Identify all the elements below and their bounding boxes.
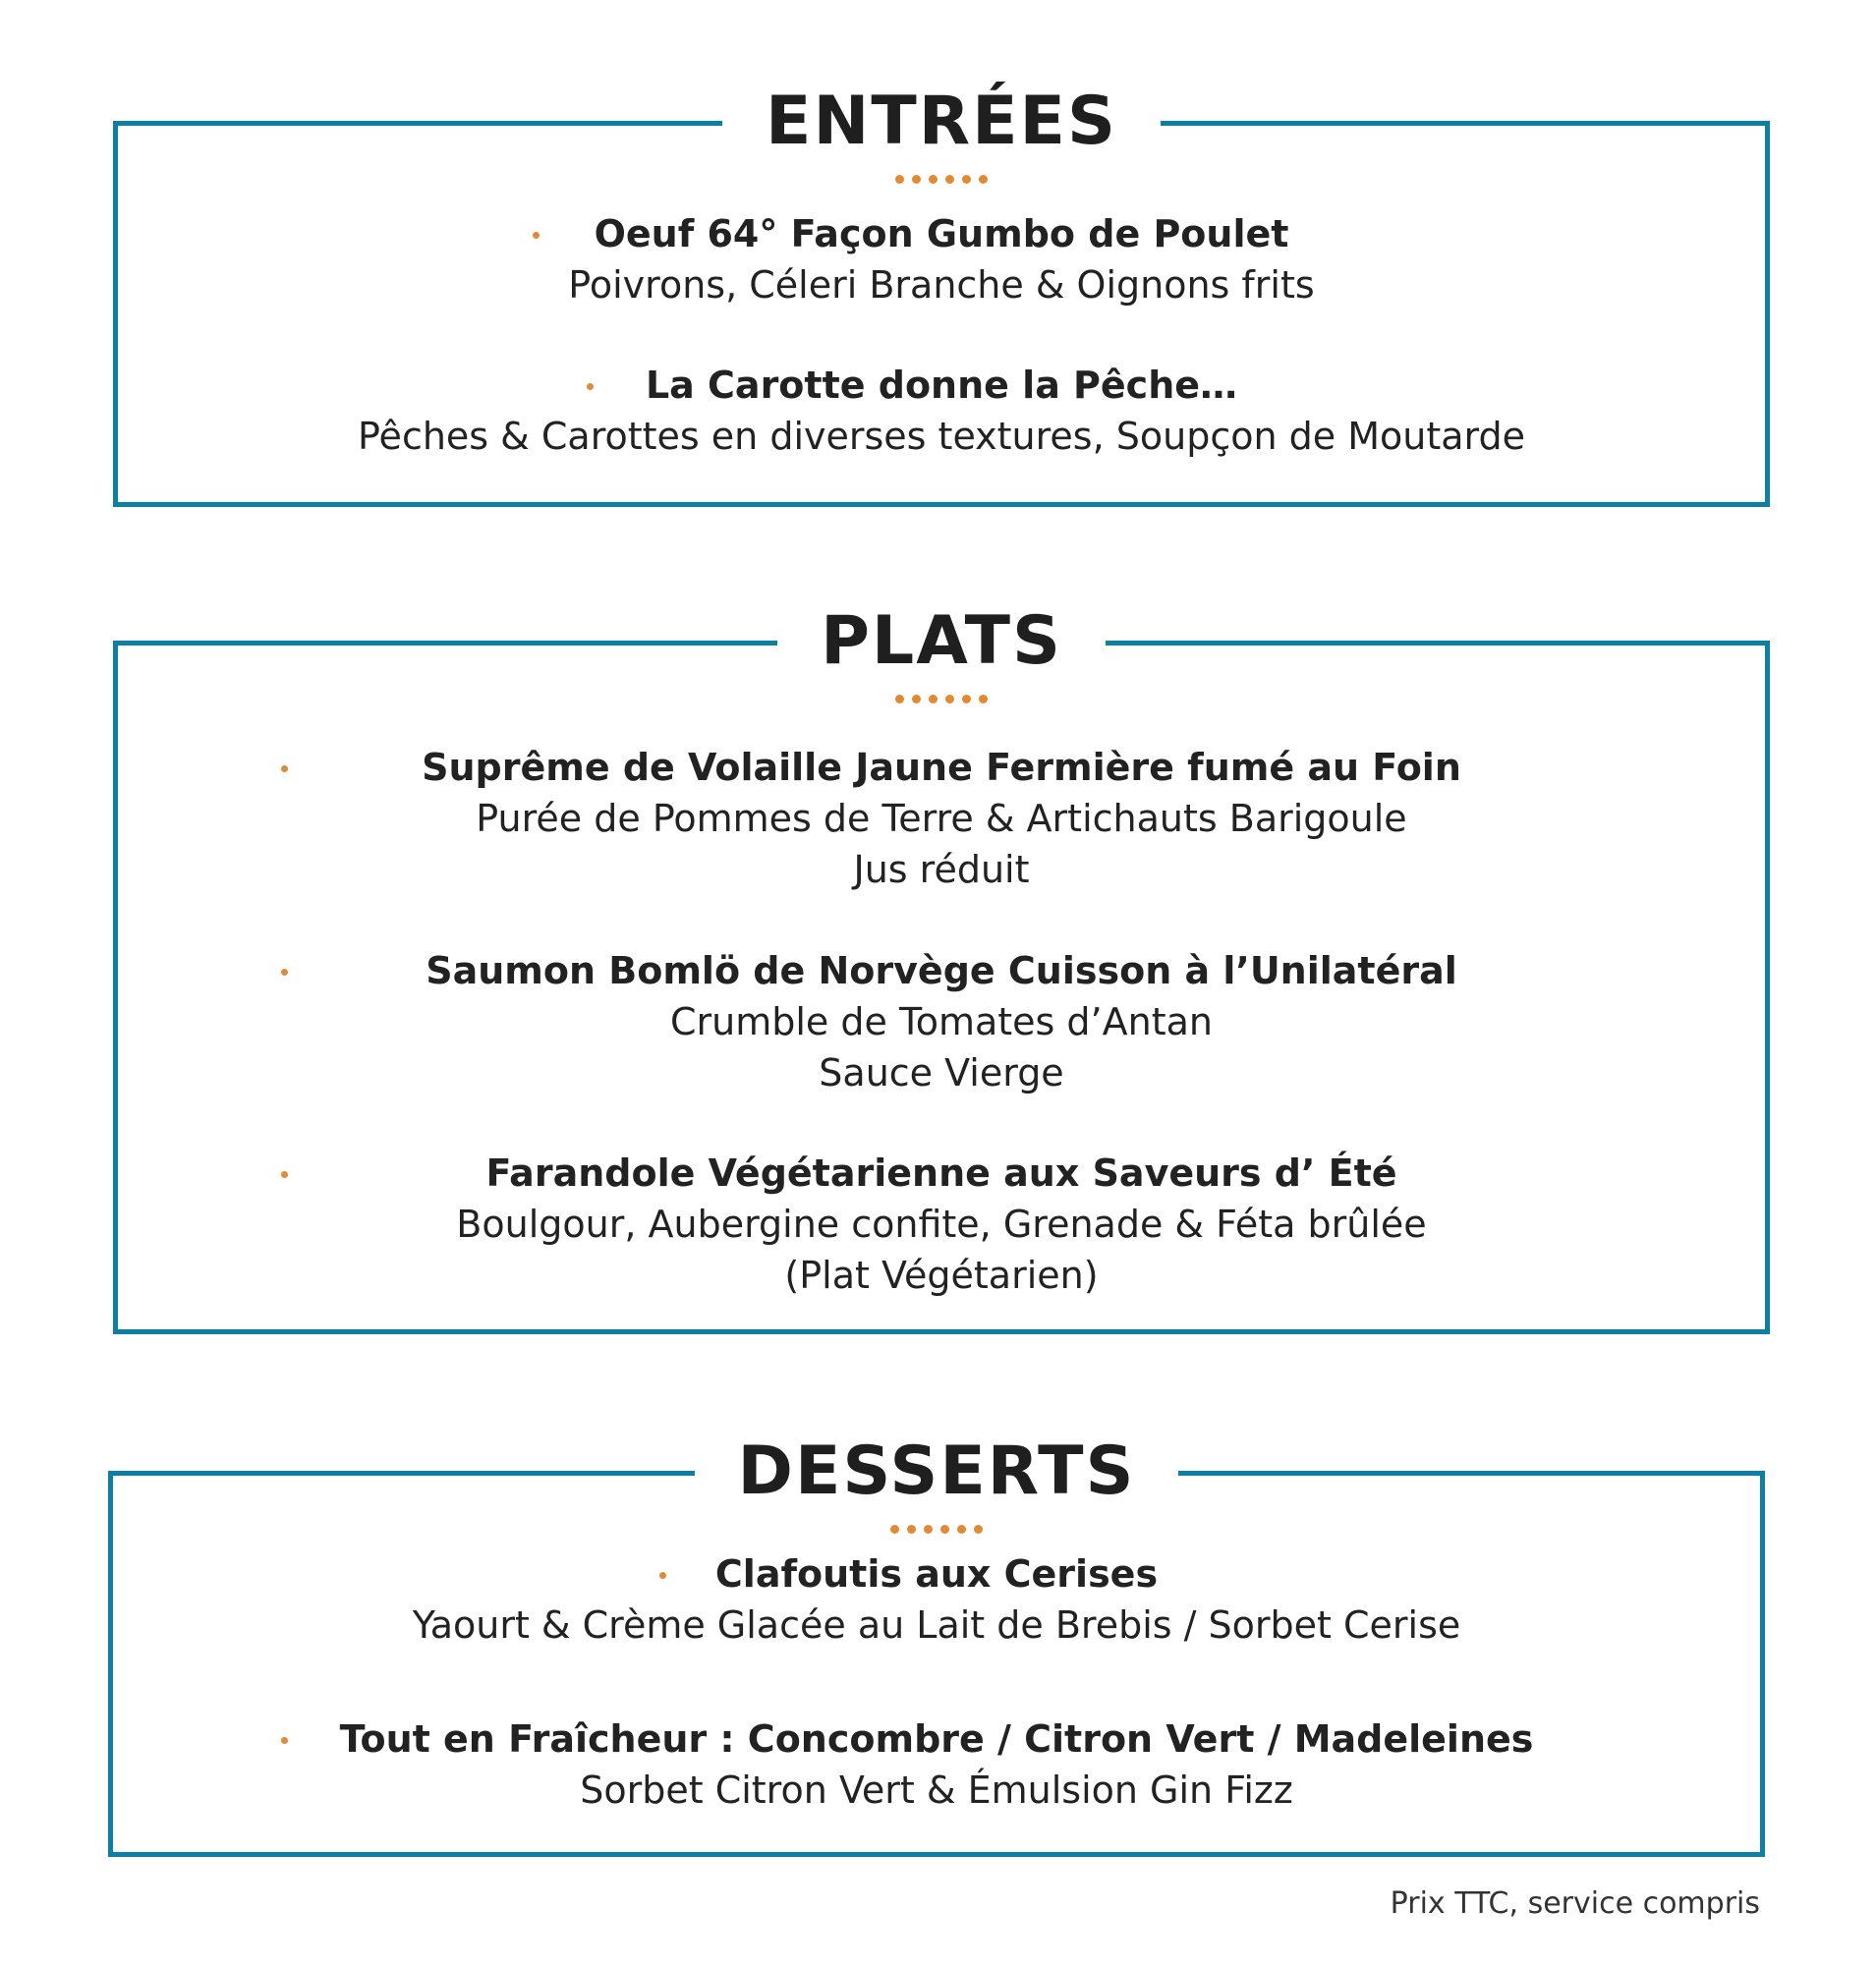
menu-item-title: Oeuf 64° Façon Gumbo de Poulet	[594, 212, 1289, 255]
dot	[962, 695, 971, 703]
menu-item-description: Jus réduit	[853, 848, 1030, 891]
section-title: DESSERTS	[695, 1429, 1179, 1515]
menu-item-title: Saumon Bomlö de Norvège Cuisson à l’Unilatéral	[426, 949, 1457, 992]
menu-item	[118, 1148, 1765, 1301]
dot	[945, 175, 954, 184]
dot	[962, 175, 971, 184]
bullet-icon	[587, 383, 594, 390]
section-entrees	[113, 83, 1770, 507]
dot	[979, 695, 988, 703]
section-heading	[113, 1429, 1760, 1515]
dot	[924, 1525, 933, 1534]
menu-item-title: Farandole Végétarienne aux Saveurs d’ Été	[485, 1151, 1397, 1195]
menu-item-description: Poivrons, Céleri Branche & Oignons frits	[568, 263, 1315, 307]
section-heading	[118, 79, 1765, 165]
menu-item-title: La Carotte donne la Pêche…	[645, 364, 1238, 407]
menu-item-title: Suprême de Volaille Jaune Fermière fumé au Foin	[422, 746, 1461, 789]
dot	[929, 175, 938, 184]
section-desserts	[108, 1432, 1765, 1857]
decorative-dots	[895, 175, 988, 184]
menu-item-description: Crumble de Tomates d’Antan	[670, 1000, 1213, 1043]
dot	[974, 1525, 983, 1534]
section-plats	[113, 602, 1770, 1334]
dot	[912, 695, 921, 703]
bullet-icon	[281, 969, 288, 976]
menu-item	[113, 1548, 1760, 1651]
section-title: ENTRÉES	[722, 79, 1161, 165]
decorative-dots	[895, 695, 988, 703]
decorative-dots	[890, 1525, 983, 1534]
bullet-icon	[281, 1737, 288, 1744]
menu-item-description: Pêches & Carottes en diverses textures, Soupçon de Moutarde	[358, 415, 1525, 458]
menu-item	[118, 742, 1765, 895]
bullet-icon	[281, 765, 288, 772]
bullet-icon	[281, 1171, 288, 1178]
section-title: PLATS	[777, 598, 1106, 685]
menu-item	[118, 208, 1765, 310]
dot	[912, 175, 921, 184]
menu-item-description: (Plat Végétarien)	[784, 1254, 1099, 1297]
dot	[895, 695, 904, 703]
menu-item	[118, 360, 1765, 462]
dot	[895, 175, 904, 184]
menu-item-description: Boulgour, Aubergine confite, Grenade & Féta brûlée	[456, 1203, 1427, 1246]
dot	[957, 1525, 966, 1534]
menu-item-description: Purée de Pommes de Terre & Artichauts Barigoule	[476, 797, 1407, 840]
menu-item-description: Sorbet Citron Vert & Émulsion Gin Fizz	[580, 1768, 1293, 1812]
menu-item-title: Tout en Fraîcheur : Concombre / Citron Vert / Madeleines	[339, 1717, 1534, 1761]
menu-item-title: Clafoutis aux Cerises	[714, 1552, 1159, 1596]
menu-item	[118, 945, 1765, 1098]
dot	[940, 1525, 949, 1534]
dot	[979, 175, 988, 184]
dot	[929, 695, 938, 703]
menu-item-description: Sauce Vierge	[819, 1051, 1064, 1095]
bullet-icon	[659, 1572, 666, 1579]
bullet-icon	[533, 232, 540, 239]
dot	[945, 695, 954, 703]
menu-item	[113, 1713, 1760, 1816]
section-heading	[118, 598, 1765, 685]
footer-note: Prix TTC, service compris	[1390, 1886, 1760, 1921]
menu-item-description: Yaourt & Crème Glacée au Lait de Brebis / Sorbet Cerise	[412, 1603, 1461, 1647]
dot	[890, 1525, 899, 1534]
dot	[907, 1525, 916, 1534]
